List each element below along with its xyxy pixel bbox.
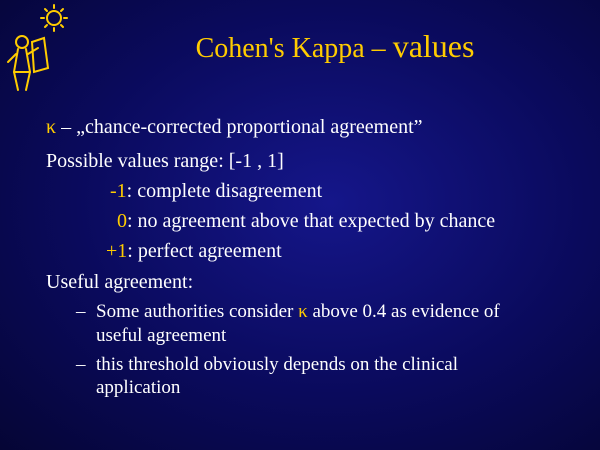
value-item xyxy=(110,180,322,203)
slide-title xyxy=(0,28,600,65)
value-description: : complete disagreement xyxy=(126,180,323,202)
range-line: Possible values range: [-1 , 1] xyxy=(46,150,284,172)
kappa-definition xyxy=(46,116,423,139)
bullet-line xyxy=(96,301,500,323)
bullet-dash: – xyxy=(76,301,86,322)
bullet-line: this threshold obviously depends on the clinical xyxy=(96,354,459,375)
kappa-symbol: κ xyxy=(46,116,57,138)
kappa-symbol: κ xyxy=(298,301,308,322)
bullet-text: Some authorities consider xyxy=(96,301,299,322)
value-item xyxy=(117,210,495,233)
value-description: : perfect agreement xyxy=(127,240,282,262)
definition-text: – „chance-corrected proportional agreement” xyxy=(56,116,423,138)
value-number: +1 xyxy=(106,240,128,262)
value-number: 0 xyxy=(117,210,127,232)
bullet-dash: – xyxy=(76,354,86,375)
bullet-line: application xyxy=(96,377,181,398)
title-main: Cohen's Kappa – xyxy=(195,33,393,64)
title-emphasis: values xyxy=(392,28,475,64)
value-description: : no agreement above that expected by chance xyxy=(127,210,496,232)
bullet-text: above 0.4 as evidence of xyxy=(307,301,500,322)
bullet-line: useful agreement xyxy=(96,325,227,346)
useful-heading: Useful agreement: xyxy=(46,271,194,293)
value-item xyxy=(106,240,282,263)
value-number: -1 xyxy=(110,180,127,202)
